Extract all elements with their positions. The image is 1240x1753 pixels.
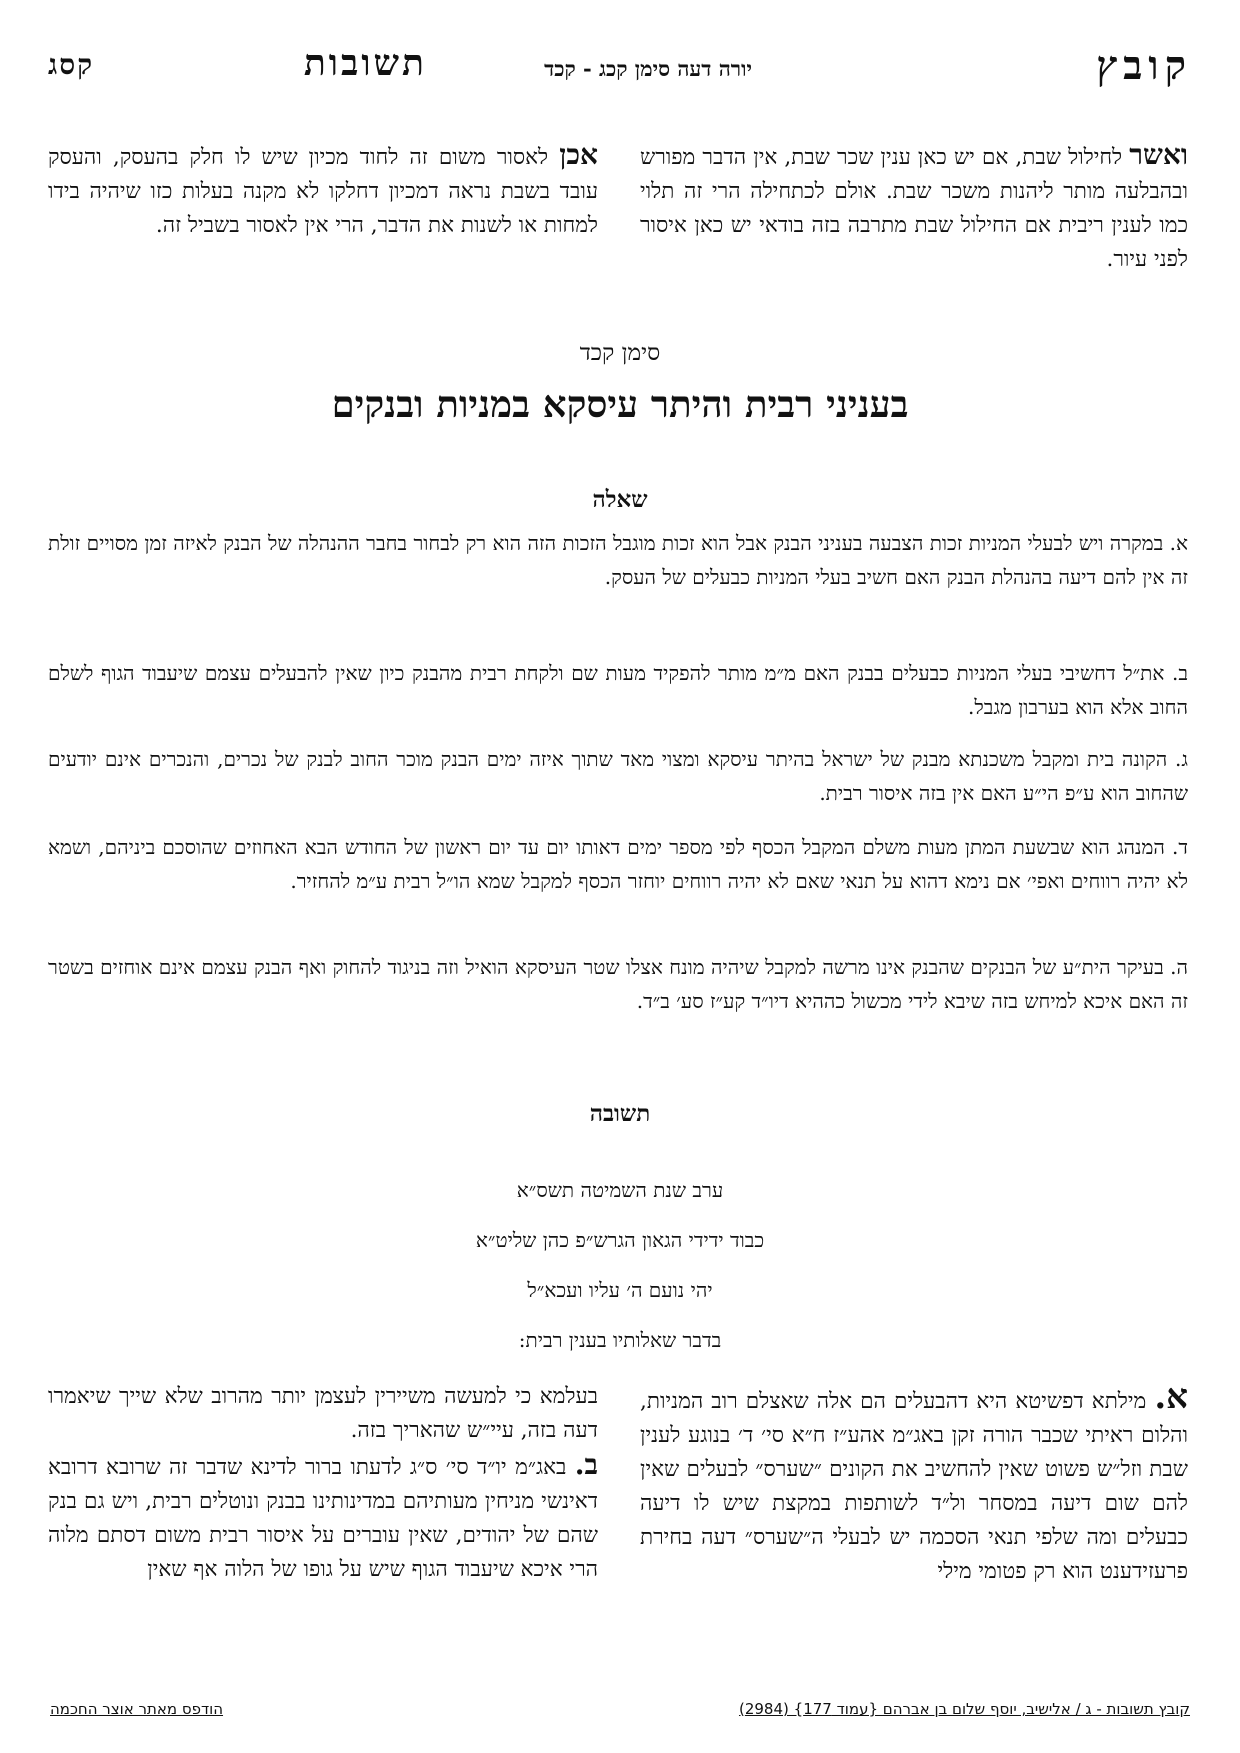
- bottom-left-text-1: בעלמא כי למעשה משיירין לעצמן יותר מהרוב שלא שייך שיאמרו דעה בזה, עיי״ש שהאריך בזה.: [48, 1384, 598, 1443]
- section-letter-bet: ב.: [574, 1448, 598, 1481]
- siman-title: בעניני רבית והיתר עיסקא במניות ובנקים: [331, 382, 909, 426]
- top-right-column: [640, 138, 1188, 277]
- closing-line: בדבר שאלותיו בענין רבית:: [518, 1328, 722, 1352]
- closing-line: יהי נועם ה׳ עליו ועכא״ל: [527, 1278, 713, 1302]
- teshuva-heading: תשובה: [589, 1100, 651, 1127]
- question-item: א. במקרה ויש לבעלי המניות זכות הצבעה בעניני הבנק אבל הוא זכות מוגבל הזכות הזה הוא רק לבחור בחבר ההנהלה של הבנק לאיזה זמן מסויים זולת זה אין להם דיעה בהנהלת הבנק האם חשיב בעלי המניות כבעלים של העסק.: [48, 531, 1188, 589]
- bottom-left-column: [48, 1380, 598, 1587]
- top-left-lead: אכן: [559, 138, 598, 171]
- question-item: ב. את״ל דחשיבי בעלי המניות כבעלים בבנק האם מ״מ מותר להפקיד מעות שם ולקחת רבית מהבנק כיון שאין להבעלים עצמם שיעבוד הגוף לשלם החוב אלא הוא בערבון מגבל.: [48, 661, 1188, 719]
- closing-line: כבוד ידידי הגאון הגרש״פ כהן שליט״א: [475, 1228, 765, 1252]
- bottom-right-column: [640, 1377, 1188, 1589]
- header-kovetz: קובץ: [1096, 42, 1192, 89]
- top-left-column: [48, 138, 598, 243]
- section-letter-aleph: א.: [1154, 1377, 1188, 1417]
- top-right-text: לחילול שבת, אם יש כאן ענין שכר שבת, אין הדבר מפורש ובהבלעה מותר ליהנות משכר שבת. אולם לכתחילה הרי זה תלוי כמו לענין ריבית אם החילול שבת מתרבה בזה בודאי יש כאן איסור לפני עיור.: [640, 145, 1188, 272]
- question-item: ג. הקונה בית ומקבל משכנתא מבנק של ישראל בהיתר עיסקא ומצוי מאד שתוך איזה ימים הבנק מוכר החוב לבנק של נכרים, והנכרים אינם יודעים שהחוב הוא ע״פ הי״ע האם אין בזה איסור רבית.: [48, 747, 1188, 805]
- sheela-heading: שאלה: [592, 486, 648, 513]
- bottom-left-text-2: באג״מ יו״ד סי׳ ס״ג לדעתו ברור לדינא שדבר זה שרובא דרובא דאינשי מניחין מעותיהם במדינותינו בבנק ונוטלים רבית, ויש גם בנק שהם של יהודים, שאין עוברים על איסור רבית משום דסתם מלוה הרי איכא שיעבוד הגוף שיש על גופו של הלוה אף שאין: [48, 1455, 598, 1582]
- bottom-right-text: מילתא דפשיטא היא דהבעלים הם אלה שאצלם רוב המניות, והלום ראיתי שכבר הורה זקן באג״מ אהע״ז ח״א סי׳ ד׳ בנוגע לענין שבת וזל״ש פשוט שאין להחשיב את הקונים ״שערס״ לבעלים שאין להם שום דיעה במסחר ול״ד לשותפות במקצת שיש לו דיעה כבעלים ומה שלפי תנאי הסכמה יש לבעלי ה״שערס״ דעה בחירת פרעזידענט הוא רק פטומי מילי: [640, 1389, 1188, 1584]
- top-left-text: לאסור משום זה לחוד מכיון שיש לו חלק בהעסק, והעסק עובד בשבת נראה דמכיון דחלקו לא מקנה בעלות כזו שיהיה בידו למחות או לשנות את הדבר, הרי אין לאסור בשביל זה.: [48, 145, 598, 238]
- closing-line: ערב שנת השמיטה תשס״א: [516, 1178, 724, 1202]
- footer-source-link[interactable]: קובץ תשובות - ג / אלישיב, יוסף שלום בן אברהם {עמוד 177} (2984): [738, 1700, 1190, 1718]
- question-item: ד. המנהג הוא שבשעת המתן מעות משלם המקבל הכסף לפי מספר ימים דאותו יום עד יום ראשון של החודש הבא האחוזים שהוסכם ביניהם, ושמא לא יהיה רווחים ואפי׳ אם נימא דהוא על תנאי שאם לא יהיה רווחים יוחזר הכסף למקבל שמא הו״ל רבית ע״מ להחזיר.: [48, 835, 1188, 893]
- siman-number: סימן קכד: [579, 340, 661, 366]
- running-header: [48, 42, 1192, 102]
- top-right-lead: ואשר: [1129, 138, 1188, 171]
- header-teshuvot: תשובות: [303, 42, 427, 84]
- page-number: קסג: [48, 48, 95, 81]
- header-siman-range: יורה דעה סימן קכג - קכד: [544, 56, 752, 81]
- question-item: ה. בעיקר הית״ע של הבנקים שהבנק אינו מרשה למקבל שיהיה מונח אצלו שטר העיסקא הואיל וזה בניגוד להחוק ואף הבנק עצמם אינם אוחזים בשטר זה האם איכא למיחש בזה שיבא לידי מכשול כההיא דיו״ד קע״ז סע׳ ב״ד.: [48, 955, 1188, 1013]
- footer-site-link[interactable]: הודפס מאתר אוצר החכמה: [50, 1700, 224, 1718]
